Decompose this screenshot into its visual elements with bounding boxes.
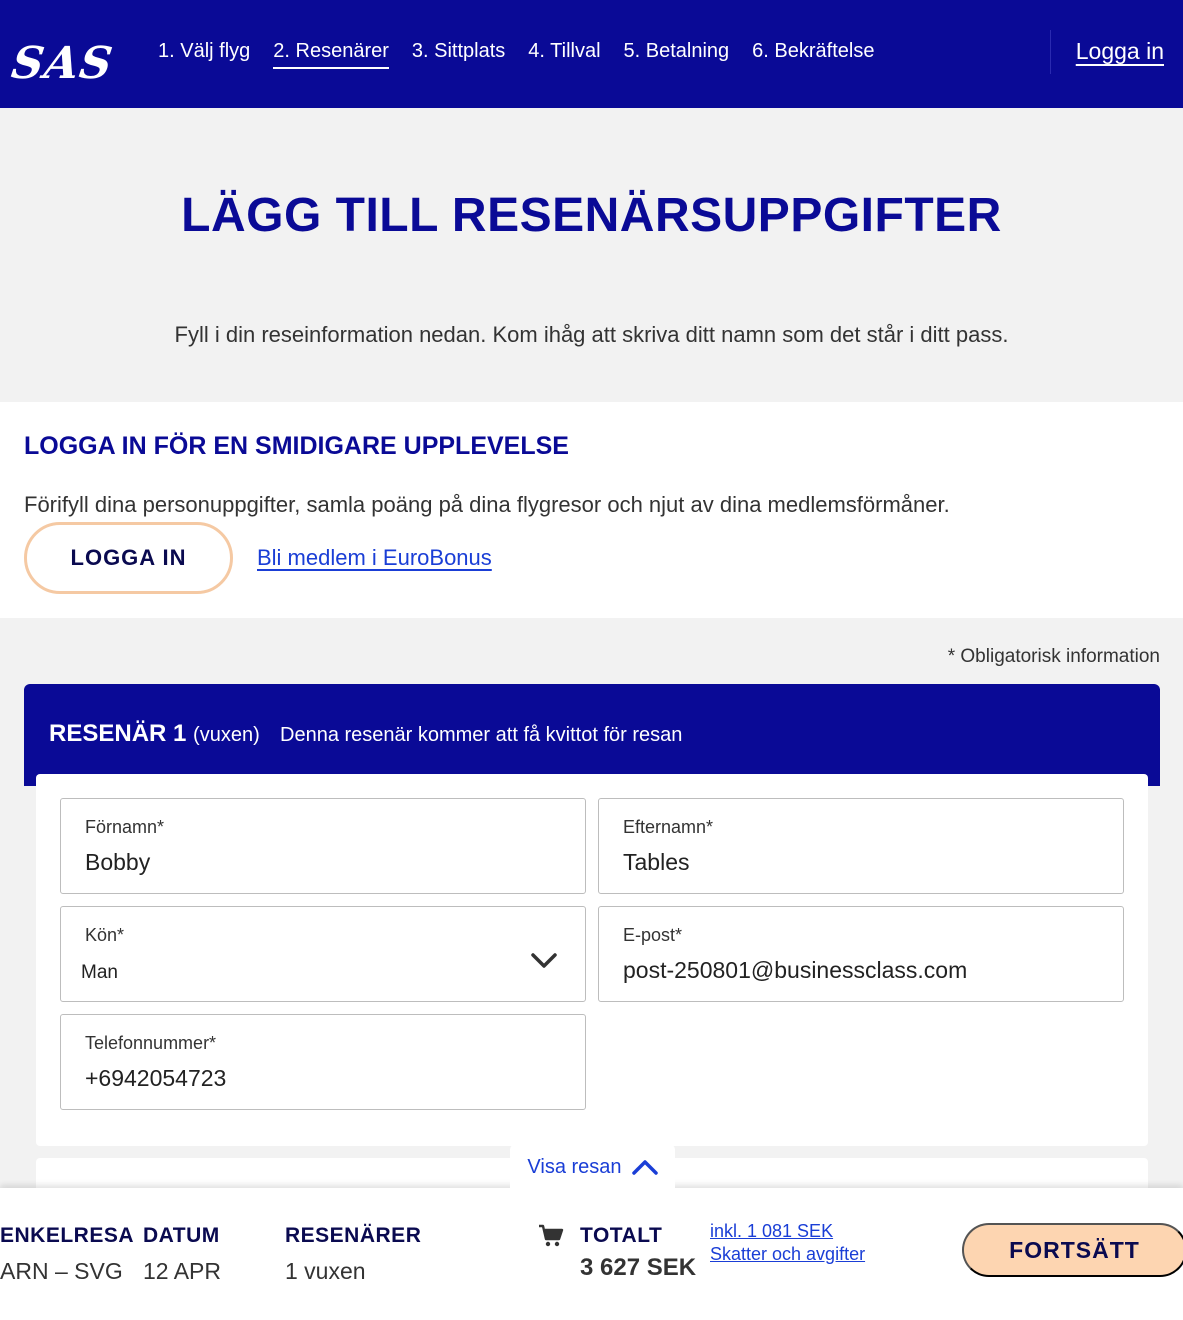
email-label: E-post* [623,925,683,945]
tax-description[interactable]: Skatter och avgifter [710,1244,866,1264]
step-select-flight[interactable]: 1. Välj flyg [158,40,251,62]
receipt-note: Denna resenär kommer att få kvittot för resan [280,724,683,746]
booking-summary-bar [0,1188,1183,1320]
show-trip-label[interactable]: Visa resan [527,1155,622,1178]
date-column [143,1224,221,1285]
step-seat[interactable]: 3. Sittplats [411,40,506,62]
travelers-label: RESENÄRER [285,1224,422,1247]
last-name-value[interactable]: Tables [623,849,690,875]
phone-value[interactable]: +6942054723 [85,1065,227,1091]
eurobonus-join-link[interactable]: Bli medlem i EuroBonus [257,545,492,570]
show-trip-toggle[interactable] [510,1144,675,1190]
total-label: TOTALT [580,1224,663,1247]
promo-title: LOGGA IN FÖR EN SMIDIGARE UPPLEVELSE [24,432,569,460]
trip-route: ARN – SVG [0,1258,123,1284]
tax-amount[interactable]: inkl. 1 081 SEK [710,1221,834,1241]
total-price: 3 627 SEK [580,1254,697,1281]
last-name-label: Efternamn* [623,817,714,837]
chevron-down-icon[interactable] [531,953,557,969]
booking-steps [158,40,897,69]
step-passengers[interactable]: 2. Resenärer [273,40,389,69]
header-login-link[interactable]: Logga in [1075,38,1164,64]
chevron-up-icon[interactable] [632,1159,658,1175]
travelers-column [285,1224,421,1285]
gender-select[interactable] [60,906,586,1002]
email-field[interactable] [598,906,1124,1002]
step-payment[interactable]: 5. Betalning [623,40,730,62]
continue-button[interactable]: FORTSÄTT [962,1223,1183,1277]
promo-login-button[interactable]: LOGGA IN [24,522,233,594]
gender-value[interactable]: Man [81,962,118,983]
trip-date: 12 APR [143,1258,221,1284]
cart-icon [538,1224,564,1248]
page-subtitle: Fyll i din reseinformation nedan. Kom ihåg att skriva ditt namn som det står i ditt pass. [174,322,1009,347]
travelers-count: 1 vuxen [285,1258,366,1284]
passenger-number: RESENÄR 1 [49,720,187,747]
passenger-form [36,774,1148,1146]
total-block [580,1224,696,1282]
header-divider [1050,30,1051,74]
login-promo [0,402,1183,618]
passenger-title [49,720,260,748]
phone-label: Telefonnummer* [85,1033,217,1053]
first-name-value[interactable]: Bobby [85,849,151,875]
first-name-label: Förnamn* [85,817,165,837]
top-nav [0,0,1183,108]
required-info-note: * Obligatorisk information [947,646,1160,667]
step-confirmation[interactable]: 6. Bekräftelse [752,40,875,62]
step-extras[interactable]: 4. Tillval [528,40,601,62]
email-value[interactable]: post-250801@businessclass.com [623,957,968,983]
sas-logo[interactable]: SAS [8,38,117,89]
passenger-header [24,684,1160,786]
trip-type-column [0,1224,134,1285]
first-name-field[interactable] [60,798,586,894]
promo-text: Förifyll dina personuppgifter, samla poäng på dina flygresor och njut av dina medlemsförmåner. [24,492,950,517]
page-title: LÄGG TILL RESENÄRSUPPGIFTER [181,189,1002,242]
trip-type-label: ENKELRESA [0,1224,135,1247]
date-label: DATUM [143,1224,220,1247]
gender-label: Kön* [85,925,125,945]
last-name-field[interactable] [598,798,1124,894]
passenger-type: (vuxen) [193,724,260,746]
tax-link[interactable] [710,1220,865,1266]
phone-field[interactable] [60,1014,586,1110]
